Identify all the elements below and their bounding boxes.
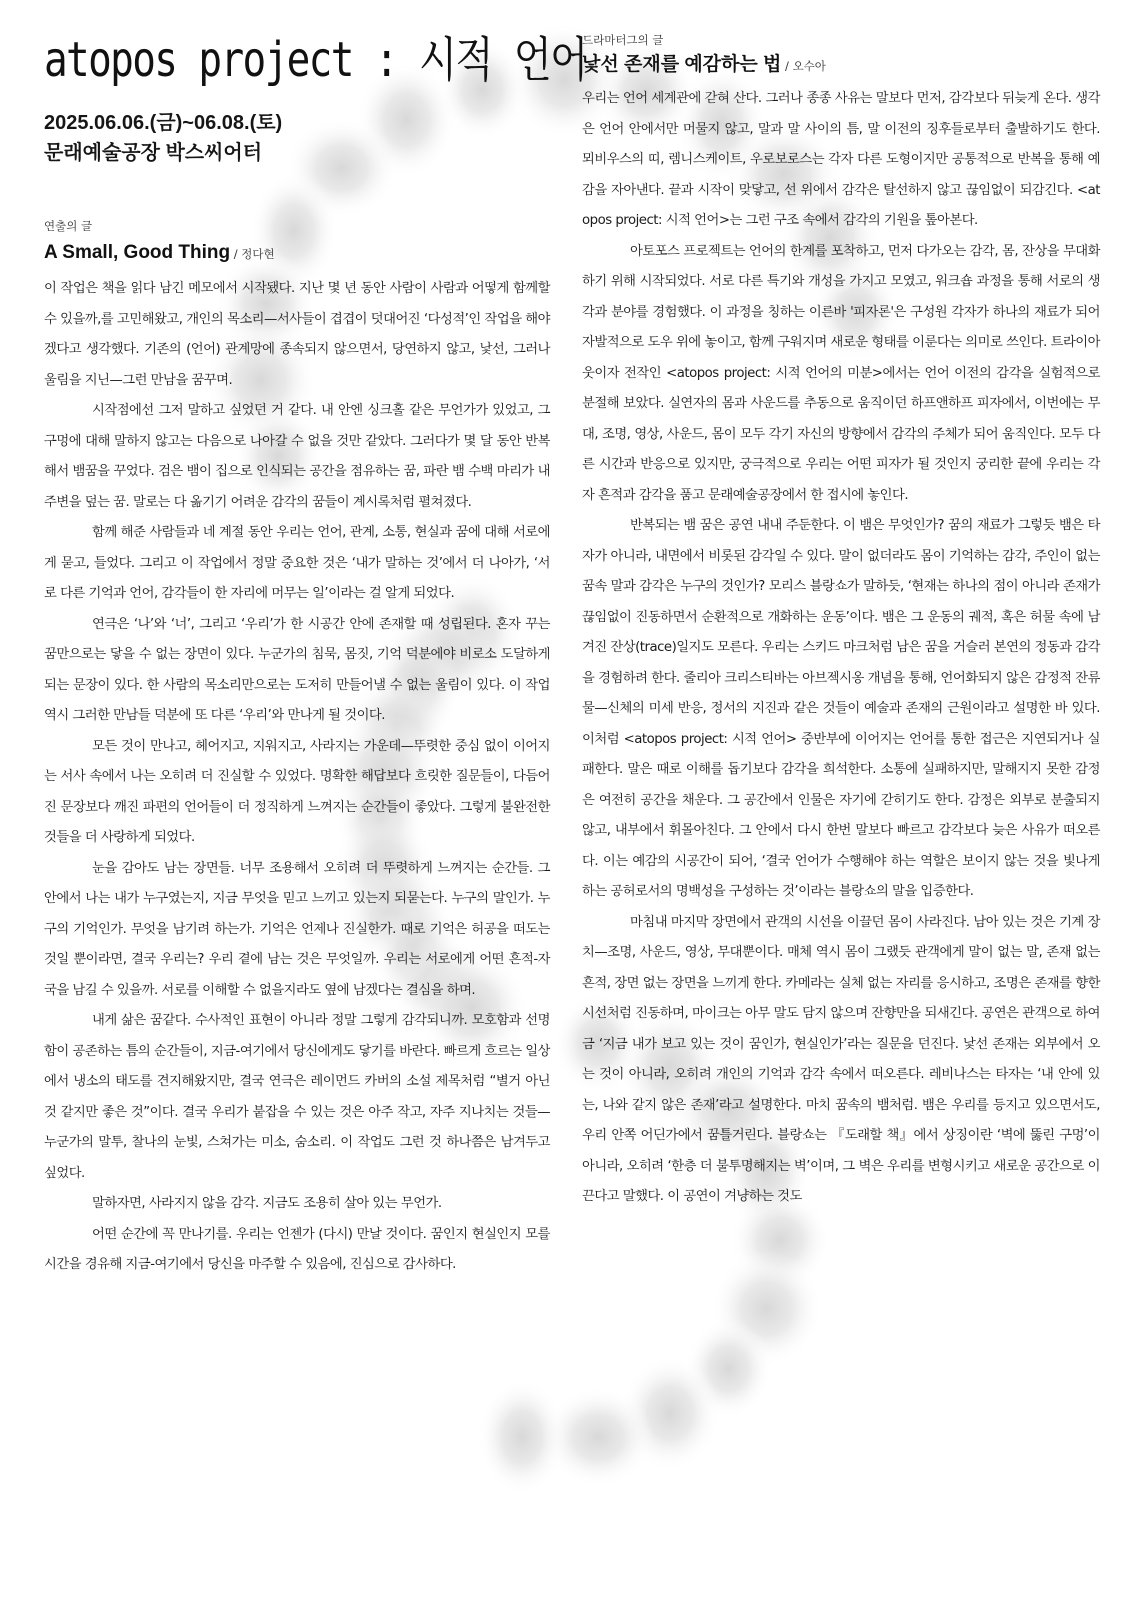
director-note-heading [44, 240, 550, 266]
dramaturg-paragraph: 아토포스 프로젝트는 언어의 한계를 포착하고, 먼저 다가오는 감각, 몸, 잔상을 무대화하기 위해 시작되었다. 서로 다른 특기와 개성을 가지고 모였고, 워크숍 과정을 통해 서로의 생각과 분야를 경험했다. 이 과정을 칭하는 이른바 '피자론'은 구성원 각자가 하나의 재료가 되어 자발적으로 도우 위에 놓이고, 함께 구워지며 새로운 형태를 이룬다는 의미로 쓰인다. 트라이아웃이자 전작인 <atopos project: 시적 언어의 미분>에서는 언어 이전의 감각을 실험적으로 분절해 보았다. 실연자의 몸과 사운드를 추동으로 움직이던 하프앤하프 피자에서, 이번에는 무대, 조명, 영상, 사운드, 몸이 모두 각기 자신의 방향에서 감각의 주체가 되어 움직인다. 모두 다른 시간과 반응으로 있지만, 궁극적으로 우리는 어떤 피자가 될 것인지 궁리한 끝에 우리는 각자 흔적과 감각을 품고 문래예술공장에서 한 접시에 놓인다. [582, 243, 1100, 503]
performance-dates: 2025.06.06.(금)~06.08.(토) [44, 112, 283, 134]
director-paragraph: 말하자면, 사라지지 않을 감각. 지금도 조용히 살아 있는 무언가. [92, 1196, 442, 1211]
right-column [582, 32, 1100, 1213]
director-note-body [44, 274, 550, 1281]
dramaturg-paragraph: 마침내 마지막 장면에서 관객의 시선을 이끌던 몸이 사라진다. 남아 있는 것은 기계 장치—조명, 사운드, 영상, 무대뿐이다. 매체 역시 몸이 그랬듯 관객에게 말이 없는 말, 존재 없는 흔적, 장면 없는 장면을 느끼게 한다. 카메라는 실체 없는 자리를 응시하고, 조명은 존재를 향한 시선처럼 진동하며, 마이크는 아무 말도 담지 않으며 잔향만을 되새긴다. 공연은 관객으로 하여금 ‘지금 내가 보고 있는 것이 꿈인가, 현실인가’라는 질문을 던진다. 낯선 존재는 외부에서 오는 것이 아니라, 오히려 개인의 기억과 감각 속에서 떠오른다. 레비나스는 타자는 ‘내 안에 있는, 나와 같지 않은 존재’라고 설명한다. 마치 꿈속의 뱀처럼. 뱀은 우리를 등지고 있으면서도, 우리 안쪽 어딘가에서 꿈틀거린다. 블랑쇼는 『도래할 책』에서 상징이란 ‘벽에 뚫린 구멍’이 아니라, 오히려 ‘한층 더 불투명해지는 벽’이며, 그 벽은 우리를 변형시키고 새로운 공간으로 이끈다고 말했다. 이 공연이 겨냥하는 것도 [582, 914, 1100, 1204]
director-note-eyebrow: 연출의 글 [44, 219, 93, 233]
venue-name: 문래예술공장 박스씨어터 [44, 142, 263, 164]
director-note-byline: / 정다현 [230, 247, 275, 261]
director-note-title: A Small, Good Thing [44, 242, 231, 263]
director-paragraph: 함께 해준 사람들과 네 계절 동안 우리는 언어, 관계, 소통, 현실과 꿈에 대해 서로에게 묻고, 들었다. 그리고 이 작업에서 정말 중요한 것은 ‘내가 말하는 것’에서 더 나아가, ‘서로 다른 기억과 언어, 감각들이 한 자리에 머무는 일’이라는 걸 알게 되었다. [44, 525, 550, 601]
director-paragraph: 이 작업은 책을 읽다 남긴 메모에서 시작됐다. 지난 몇 년 동안 사람이 사람과 어떻게 함께할 수 있을까,를 고민해왔고, 개인의 목소리—서사들이 겹겹이 덧대어진 ‘다성적’인 작업을 해야겠다고 생각했다. 기존의 (언어) 관계망에 종속되지 않으면서, 당연하지 않고, 낯선, 그러나 울림을 지닌—그런 만남을 꿈꾸며. [44, 281, 550, 388]
dramaturg-note-byline: / 오수아 [781, 59, 826, 73]
director-paragraph: 어떤 순간에 꼭 만나기를. 우리는 언젠가 (다시) 만날 것이다. 꿈인지 현실인지 모를 시간을 경유해 지금-여기에서 당신을 마주할 수 있음에, 진심으로 감사하다. [44, 1226, 550, 1272]
poster-title: atopos project : 시적 언어 [44, 32, 587, 88]
director-paragraph: 모든 것이 만나고, 헤어지고, 지워지고, 사라지는 가운데—뚜렷한 중심 없이 이어지는 서사 속에서 나는 오히려 더 진실할 수 있었다. 명확한 해답보다 흐릿한 질문들이, 다듬어진 문장보다 깨진 파편의 언어들이 더 정직하게 느껴지는 순간들이 좋았다. 그렇게 불완전한 것들을 더 사랑하게 되었다. [44, 738, 550, 845]
dramaturg-note-heading [582, 52, 1100, 78]
director-paragraph: 눈을 감아도 남는 장면들. 너무 조용해서 오히려 더 뚜렷하게 느껴지는 순간들. 그 안에서 나는 내가 누구였는지, 지금 무엇을 믿고 느끼고 있는지 되묻는다. 누구의 말인가. 누구의 기억인가. 무엇을 남기려 하는가. 기억은 언제나 진실한가. 때로 기억은 허공을 떠도는 것일 뿐이라면, 결국 우리는? 우리 곁에 남는 것은 무엇일까. 우리는 서로에게 어떤 흔적-자국을 남길 수 있을까. 서로를 이해할 수 없을지라도 옆에 남겠다는 결심을 하며. [44, 860, 550, 998]
background-blob [478, 1379, 566, 1495]
dramaturg-note-body [582, 84, 1100, 1213]
dramaturg-paragraph: 우리는 언어 세계관에 갇혀 산다. 그러나 종종 사유는 말보다 먼저, 감각보다 뒤늦게 온다. 생각은 언어 안에서만 머물지 않고, 말과 말 사이의 틈, 말 이전의 징후들로부터 출발하기도 한다. 뫼비우스의 띠, 렘니스케이트, 우로보로스는 각자 다른 도형이지만 공통적으로 반복을 통해 예감을 자아낸다. 끝과 시작이 맞닿고, 선 위에서 감각은 탈선하지 않고 끊임없이 되감긴다. <atopos project: 시적 언어>는 그런 구조 속에서 감각의 기원을 톺아본다. [582, 91, 1100, 228]
director-paragraph: 시작점에선 그저 말하고 싶었던 거 같다. 내 안엔 싱크홀 같은 무언가가 있었고, 그 구멍에 대해 말하지 않고는 다음으로 나아갈 수 없을 것만 같았다. 그러다가 몇 달 동안 반복해서 뱀꿈을 꾸었다. 검은 뱀이 집으로 인식되는 공간을 점유하는 꿈, 파란 뱀 수백 마리가 내 주변을 덮는 꿈. 말로는 다 옮기기 어려운 감각의 꿈들이 계시록처럼 펼쳐졌다. [44, 403, 550, 510]
dramaturg-note-title: 낯선 존재를 예감하는 법 [582, 54, 782, 75]
left-column [44, 28, 587, 1281]
dramaturg-paragraph: 반복되는 뱀 꿈은 공연 내내 주둔한다. 이 뱀은 무엇인가? 꿈의 재료가 그렇듯 뱀은 타자가 아니라, 내면에서 비롯된 감각일 수 있다. 말이 없더라도 몸이 기억하는 감각, 주인이 없는 꿈속 말과 감각은 누구의 것인가? 모리스 블랑쇼가 말하듯, ‘현재는 하나의 점이 아니라 존재가 끊임없이 진동하면서 순환적으로 개화하는 운동’이다. 뱀은 그 운동의 궤적, 혹은 허물 속에 남겨진 잔상(trace)일지도 모른다. 우리는 스키드 마크처럼 남은 꿈을 거슬러 본연의 정동과 감각을 경험하려 한다. 줄리아 크리스티바는 아브젝시옹 개념을 통해, 언어화되지 않은 감정적 잔류물—신체의 미세 반응, 정서의 지진과 같은 것들이 예술과 존재의 근원이라고 설명한 바 있다. 이처럼 <atopos project: 시적 언어> 중반부에 이어지는 언어를 통한 접근은 지연되거나 실패한다. 말은 때로 이해를 돕기보다 감각을 희석한다. 소통에 실패하지만, 말해지지 못한 감정은 여전히 공간을 채운다. 그 공간에서 인물은 자기에 갇히기도 한다. 감정은 외부로 분출되지 않고, 내부에서 휘몰아친다. 그 안에서 다시 한번 말보다 빠르고 감각보다 늦은 사유가 떠오른다. 이는 예감의 시공간이 되어, ‘결국 언어가 수행해야 하는 역할은 보이지 않는 것을 빛나게 하는 공허로서의 명백성을 구성하는 것’이라는 블랑쇼의 말을 입증한다. [582, 518, 1100, 899]
director-paragraph: 내게 삶은 꿈같다. 수사적인 표현이 아니라 정말 그렇게 감각되니까. 모호함과 선명함이 공존하는 틈의 순간들이, 지금-여기에서 당신에게도 닿기를 바란다. 빠르게 흐르는 일상에서 냉소의 태도를 견지해왔지만, 결국 연극은 레이먼드 카버의 소설 제목처럼 “별거 아닌 것 같지만 좋은 것”이다. 결국 우리가 붙잡을 수 있는 것은 아주 작고, 자주 지나치는 것들—누군가의 말투, 찰나의 눈빛, 스쳐가는 미소, 숨소리. 이 작업도 그런 것 하나쯤은 남겨두고 싶었다. [44, 1013, 550, 1181]
director-paragraph: 연극은 ‘나’와 ‘너’, 그리고 ‘우리’가 한 시공간 안에 존재할 때 성립된다. 혼자 꾸는 꿈만으로는 닿을 수 없는 장면이 있다. 누군가의 침묵, 몸짓, 기억 덕분에야 비로소 도달하게 되는 문장이 있다. 한 사람의 목소리만으로는 도저히 만들어낼 수 없는 울림이 있다. 이 작업 역시 그러한 만남들 덕분에 또 다른 ‘우리’와 만나게 될 것이다. [44, 616, 550, 723]
dramaturg-note-eyebrow: 드라마터그의 글 [582, 33, 664, 47]
